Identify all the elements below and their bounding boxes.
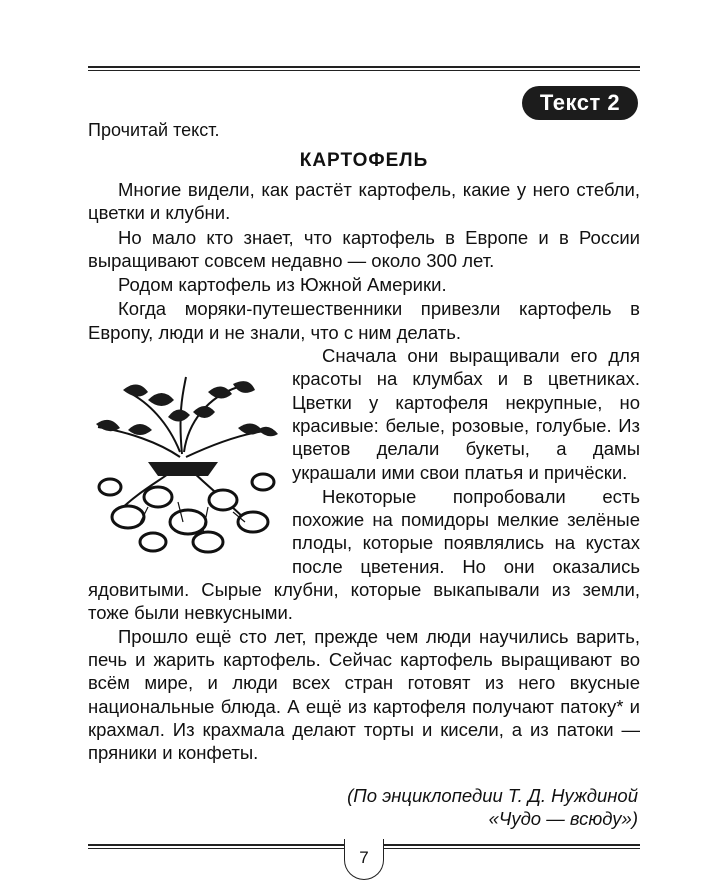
instruction: Прочитай текст. (88, 120, 220, 140)
source-line-1: (По энциклопедии Т. Д. Нуждиной (347, 785, 638, 806)
source-citation (238, 784, 638, 831)
paragraph-7: Прошло ещё сто лет, прежде чем люди научились варить, печь и жарить картофель. Сейчас картофель выращивают во всём мире, и люди всех стран готовят из него вкусные национальные блюда. А ещё из картофеля получают патоку* и крахмал. Из крахмала делают торты и кисели, а из патоки — пряники и конфеты. (88, 625, 640, 764)
paragraph-3: Родом картофель из Южной Америки. (118, 274, 447, 296)
page-title: КАРТОФЕЛЬ (299, 150, 429, 171)
paragraph-1: Многие видели, как растёт картофель, какие у него стебли, цветки и клубни. (88, 179, 640, 224)
paragraph-4: Когда моряки-путешественники привезли картофель в Европу, люди и не знали, что с ним делать. (88, 298, 640, 343)
page-number: 7 (344, 839, 384, 880)
potato-plant-illustration (88, 344, 284, 558)
paragraph-2: Но мало кто знает, что картофель в Европе и в России выращивают совсем недавно — около 300 лет. (88, 226, 640, 271)
article-body (88, 178, 640, 764)
source-line-2: «Чудо — всюду») (488, 808, 638, 830)
paragraph-6: Некоторые попробовали есть похожие на помидоры мелкие зелёные плоды, которые появлялись на кустах после цветения. Но они оказались ядовитыми. Сырые клубни, которые выкапывали из земли, тоже были невкусными. (88, 485, 640, 624)
paragraph-5: Сначала они выращивали его для красоты на клумбах и в цветниках. Цветки у картофеля некрупные, но красивые: белые, розовые, голубые. Из цветов делали букеты, а дамы украшали ими свои платья и причёски. (292, 345, 640, 483)
text-number-badge: Текст 2 (522, 86, 638, 120)
top-rule (88, 66, 640, 71)
potato-plant-icon (88, 372, 284, 562)
